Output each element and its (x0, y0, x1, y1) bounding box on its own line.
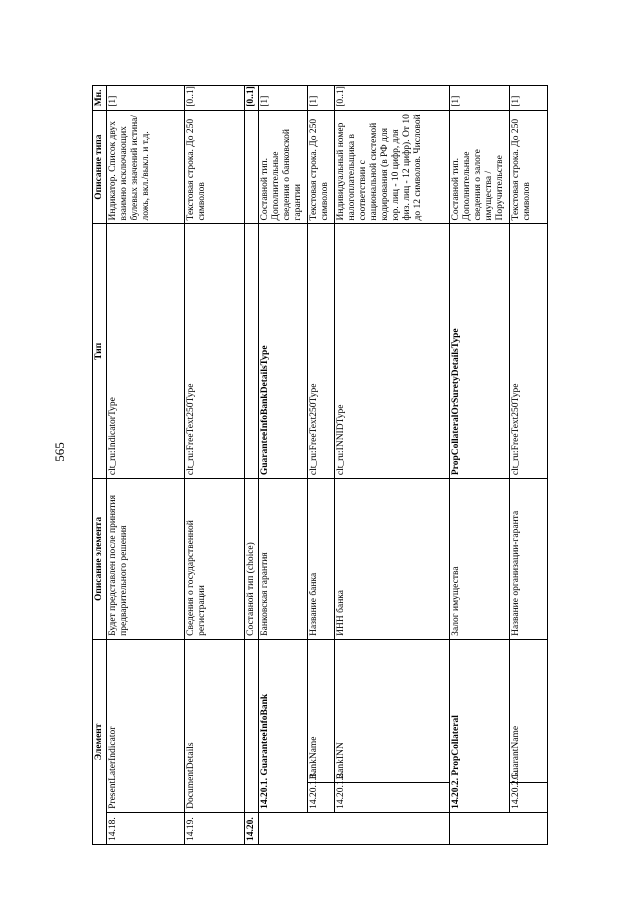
element-description: Название организации-гаранта (510, 479, 548, 640)
multiplicity: [0..1] (185, 86, 245, 111)
type-description: Текстовая строка. До 250 символов (308, 110, 335, 224)
type-description: Индивидуальный номер налогоплательщика в соответствии с национальной системой кодирования (в РФ для юр. лиц - 10 цифр, для физ. лиц - 12 цифр). От 10 до 12 символов. Числовой (335, 110, 450, 224)
element-description: Название банка (308, 479, 335, 640)
type-description: Составной тип. Дополнительные сведения о банковской гарантии (259, 110, 308, 224)
element-name-text: GuaranteeInfoBank (260, 693, 270, 776)
indent-cell (450, 812, 548, 844)
table-row (335, 86, 450, 845)
header-row (93, 86, 107, 845)
multiplicity: [1] (107, 86, 185, 111)
row-number: 14.20.1.2. (335, 783, 450, 813)
table-row (245, 86, 259, 845)
multiplicity: [0..1] (335, 86, 450, 111)
table-row (259, 86, 308, 845)
rotated-page-content (92, 85, 612, 845)
header-description: Описание элемента (93, 479, 107, 640)
multiplicity: [1] (510, 86, 548, 111)
type-description (245, 110, 259, 224)
row-number: 14.20.1. (260, 778, 270, 809)
element-name: PresentLaterIndicator (107, 639, 185, 812)
element-description: Сведения о государственной регистрации (185, 479, 245, 640)
header-multiplicity: Мн. (93, 86, 107, 111)
element-name (245, 639, 259, 812)
header-type-description: Описание типа (93, 110, 107, 224)
multiplicity: [1] (450, 86, 510, 111)
table-row (107, 86, 185, 845)
row-number: 14.19. (185, 812, 245, 844)
multiplicity: [1] (308, 86, 335, 111)
row-number: 14.20.2.1. (510, 783, 548, 813)
element-type: clt_ru:FreeText250Type (308, 224, 335, 479)
table-row (510, 86, 548, 845)
indent-cell (259, 812, 450, 844)
type-description: Составной тип. Дополнительные сведения о залоге имущества / Поручительстве (450, 110, 510, 224)
type-description: Текстовая строка. До 250 символов (185, 110, 245, 224)
element-type: PropCollateralOrSuretyDetailsType (450, 224, 510, 479)
element-description: Банковская гарантия (259, 479, 308, 640)
row-number: 14.20. (245, 812, 259, 844)
multiplicity: [1] (259, 86, 308, 111)
element-type: clt_ru:FreeText250Type (510, 224, 548, 479)
header-element: Элемент (93, 639, 107, 844)
element-name: BankName (308, 639, 335, 782)
element-description: Будет представлен после принятия предварительного решения (107, 479, 185, 640)
row-number: 14.20.2. (451, 778, 461, 809)
element-type: GuaranteeInfoBankDetailsType (259, 224, 308, 479)
element-type: clt_ru:IndicatorType (107, 224, 185, 479)
element-type: clt_ru:FreeText250Type (185, 224, 245, 479)
row-number: 14.18. (107, 812, 185, 844)
header-type: Тип (93, 224, 107, 479)
table-row (450, 86, 510, 845)
type-description: Индикатор. Список двух взаимно исключающих булевых значений истина/ложь, вкл./выкл. и т.д. (107, 110, 185, 224)
element-description: Залог имущества (450, 479, 510, 640)
table-row (185, 86, 245, 845)
element-name-text: PropCollateral (451, 715, 461, 776)
row-number: 14.20.1.1. (308, 783, 335, 813)
element-type (245, 224, 259, 479)
type-description: Текстовая строка. До 250 символов (510, 110, 548, 224)
element-description: ИНН банка (335, 479, 450, 640)
element-type: clt_ru:INNIDType (335, 224, 450, 479)
element-name: GuarantName (510, 639, 548, 782)
element-name (450, 639, 510, 812)
multiplicity: [0..1] (245, 86, 259, 111)
element-name (259, 639, 308, 812)
element-name: BankINN (335, 639, 450, 782)
page-number: 565 (51, 442, 67, 462)
element-description: Составной тип (choice) (245, 479, 259, 640)
element-name: DocumentDetails (185, 639, 245, 812)
spec-table (92, 85, 548, 845)
table-row (308, 86, 335, 845)
